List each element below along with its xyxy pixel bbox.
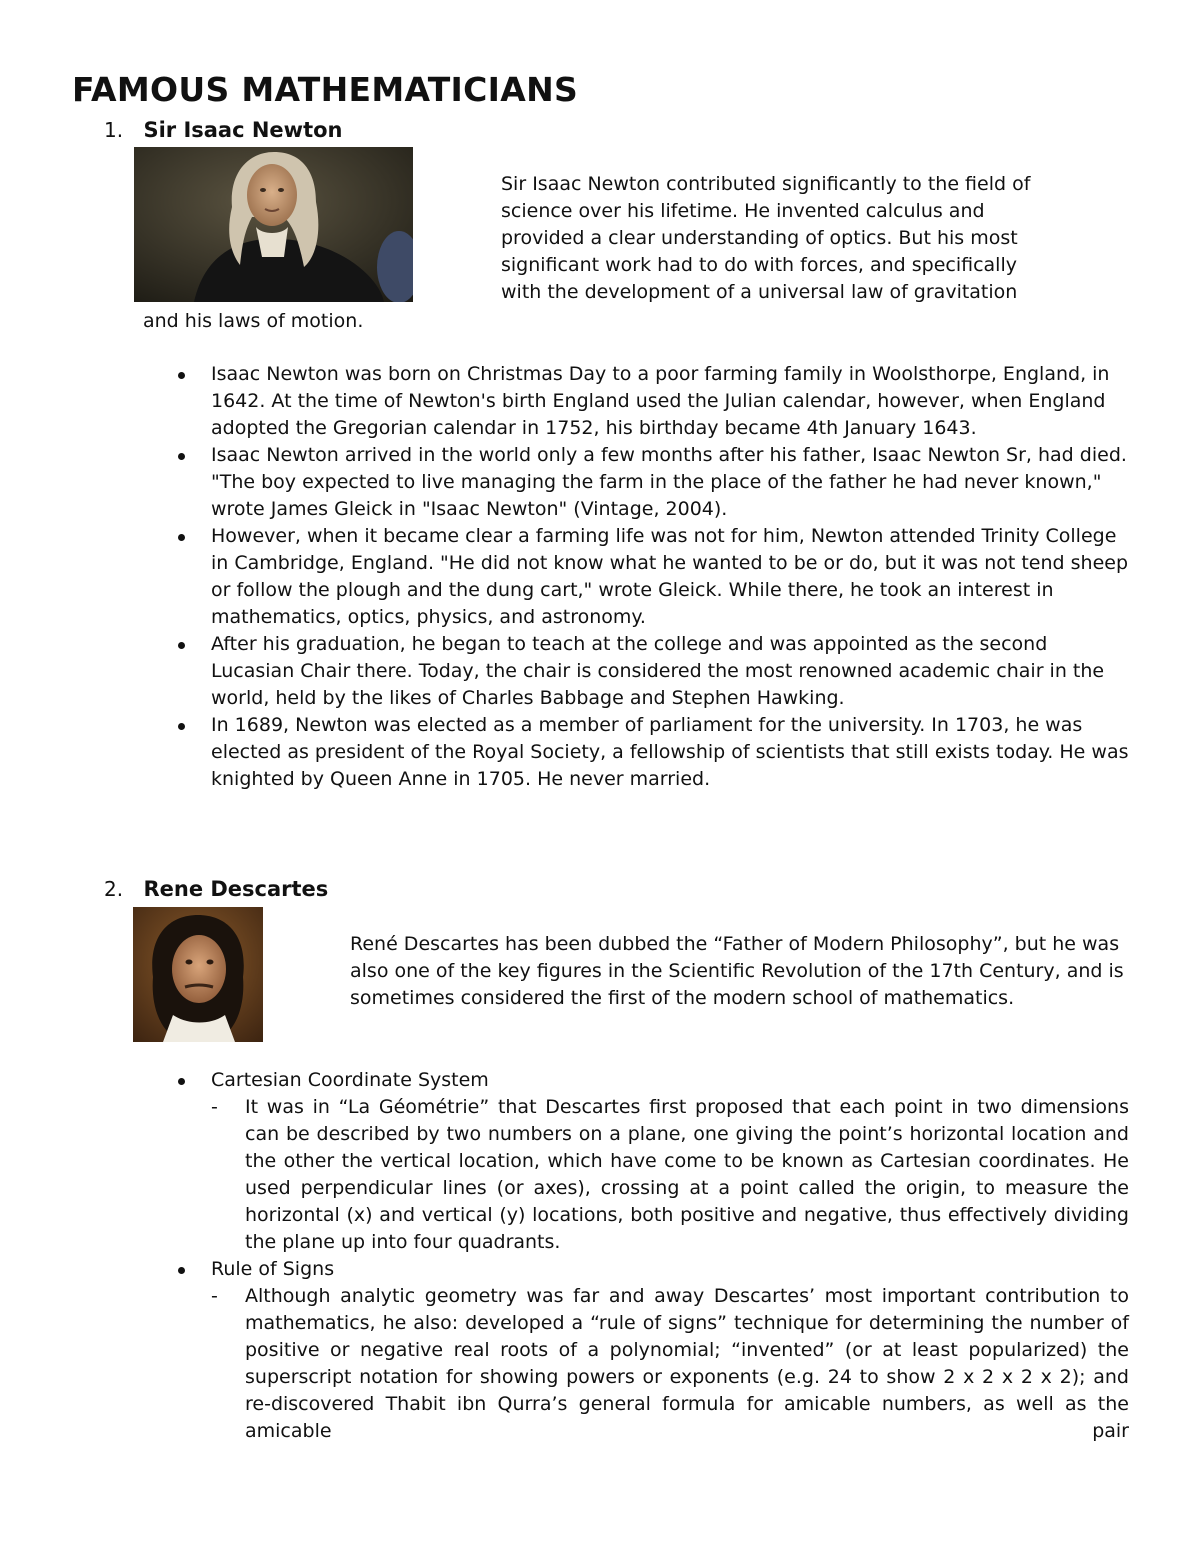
newton-portrait-image: [134, 147, 413, 302]
newton-intro-line: with the development of a universal law of gravitation: [501, 281, 1018, 303]
newton-intro-tail: and his laws of motion.: [143, 310, 364, 332]
descartes-intro: René Descartes has been dubbed the “Father of Modern Philosophy”, but he was also one of the key figures in the Scientific Revolution of the 17th Century, and is sometimes considered the first of the modern school of mathematics.: [350, 933, 1124, 1009]
topic-label: Cartesian Coordinate System: [211, 1069, 489, 1091]
newton-portrait: [134, 147, 413, 302]
topic-detail-text: It was in “La Géométrie” that Descartes first proposed that each point in two dimensions can be described by two numbers on a plane, one giving the point’s horizontal location and the other the vertical location, which have come to be known as Cartesian coordinates. He used perpendicular lines (or axes), crossing at a point called the origin, to measure the horizontal (x) and vertical (y) locations, both positive and negative, thus effectively dividing the plane up into four quadrants.: [245, 1096, 1129, 1253]
descartes-name: Rene Descartes: [143, 877, 329, 901]
descartes-heading: [104, 876, 328, 902]
newton-heading: [104, 117, 343, 143]
topic-detail-text: Although analytic geometry was far and away Descartes’ most important contribution to mathematics, he also: developed a “rule of signs” technique for determining the number of positive or negative real roots of a polynomial; “invented” (or at least popularized) the superscript notation for showing powers or exponents (e.g. 24 to show 2 x 2 x 2 x 2); and re-discovered Thabit ibn Qurra’s general formula for amicable numbers, as well as the amicable pair: [245, 1285, 1129, 1442]
page-title: FAMOUS MATHEMATICIANS: [72, 70, 579, 109]
list-item: After his graduation, he began to teach at the college and was appointed as the second Lucasian Chair there. Today, the chair is considered the most renowned academic chair in the world, held by the likes of Charles Babbage and Stephen Hawking.: [174, 631, 1129, 712]
dash-marker: -: [211, 1285, 218, 1307]
newton-facts-list: [174, 361, 1129, 793]
list-item: However, when it became clear a farming life was not for him, Newton attended Trinity College in Cambridge, England. "He did not know what he wanted to be or do, but it was not tend sheep or follow the plough and the dung cart," wrote Gleick. While there, he took an interest in mathematics, optics, physics, and astronomy.: [174, 523, 1129, 631]
newton-intro-line: Sir Isaac Newton contributed significantly to the field of: [501, 173, 1031, 195]
list-item: Isaac Newton arrived in the world only a few months after his father, Isaac Newton Sr, had died. "The boy expected to live managing the farm in the place of the father he had never known," wrote James Gleick in "Isaac Newton" (Vintage, 2004).: [174, 442, 1129, 523]
descartes-number: 2.: [104, 877, 124, 901]
newton-number: 1.: [104, 118, 124, 142]
newton-intro-line: science over his lifetime. He invented calculus and: [501, 200, 985, 222]
newton-intro: [501, 171, 1141, 306]
descartes-portrait-image: [133, 907, 263, 1042]
dash-marker: -: [211, 1096, 218, 1118]
descartes-topics-list: [174, 1067, 1129, 1445]
descartes-portrait: [133, 907, 263, 1042]
topic-label: Rule of Signs: [211, 1258, 335, 1280]
newton-name: Sir Isaac Newton: [143, 118, 343, 142]
newton-intro-line: significant work had to do with forces, and specifically: [501, 254, 1017, 276]
newton-intro-line: provided a clear understanding of optics. But his most: [501, 227, 1018, 249]
list-item: [174, 1067, 1129, 1256]
topic-detail: [211, 1094, 1129, 1256]
list-item: In 1689, Newton was elected as a member of parliament for the university. In 1703, he was elected as president of the Royal Society, a fellowship of scientists that still exists today. He was knighted by Queen Anne in 1705. He never married.: [174, 712, 1129, 793]
list-item: Isaac Newton was born on Christmas Day to a poor farming family in Woolsthorpe, England, in 1642. At the time of Newton's birth England used the Julian calendar, however, when England adopted the Gregorian calendar in 1752, his birthday became 4th January 1643.: [174, 361, 1129, 442]
topic-detail: [211, 1283, 1129, 1445]
list-item: [174, 1256, 1129, 1445]
